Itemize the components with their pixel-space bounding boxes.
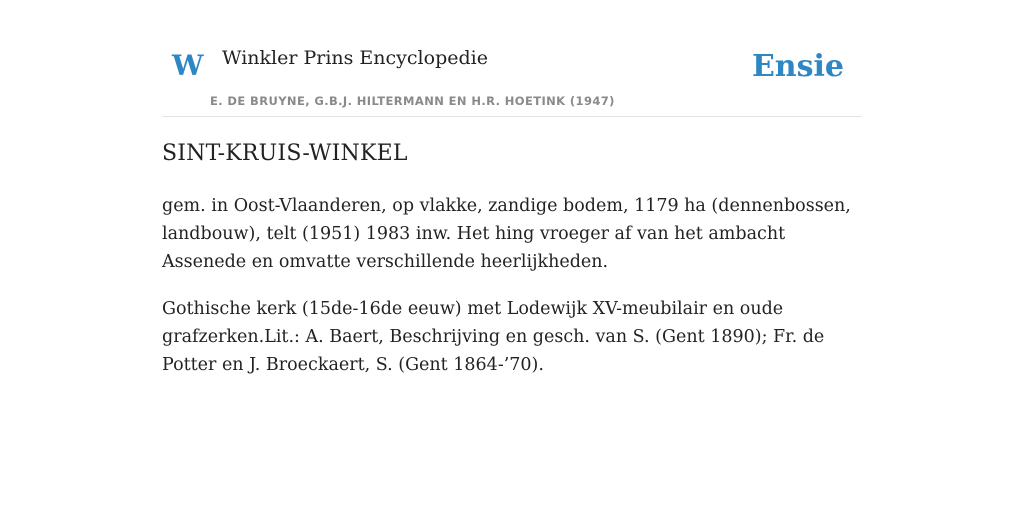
entry-paragraph: Gothische kerk (15de-16de eeuw) met Lodewijk XV-meubilair en oude grafzerken.Lit.: A. Baert, Beschrijving en gesch. van S. (Gent 1890); Fr. de Potter en J. Broeckaert, S. (Gent 1864-’70). bbox=[162, 299, 825, 375]
entry-paragraph: gem. in Oost-Vlaanderen, op vlakke, zandige bodem, 1179 ha (dennenbossen, landbouw), telt (1951) 1983 inw. Het hing vroeger af van het ambacht Assenede en omvatte verschillende heerlijkheden. bbox=[162, 196, 851, 272]
entry-body bbox=[162, 192, 862, 398]
book-title[interactable]: Winkler Prins Encyclopedie bbox=[222, 47, 488, 69]
page-header bbox=[162, 0, 862, 117]
ensie-logo[interactable]: Ensie bbox=[751, 49, 844, 84]
book-logo-icon[interactable]: W bbox=[172, 49, 204, 82]
book-authors: E. DE BRUYNE, G.B.J. HILTERMANN EN H.R. HOETINK (1947) bbox=[210, 94, 615, 108]
entry-title: SINT-KRUIS-WINKEL bbox=[162, 141, 408, 166]
